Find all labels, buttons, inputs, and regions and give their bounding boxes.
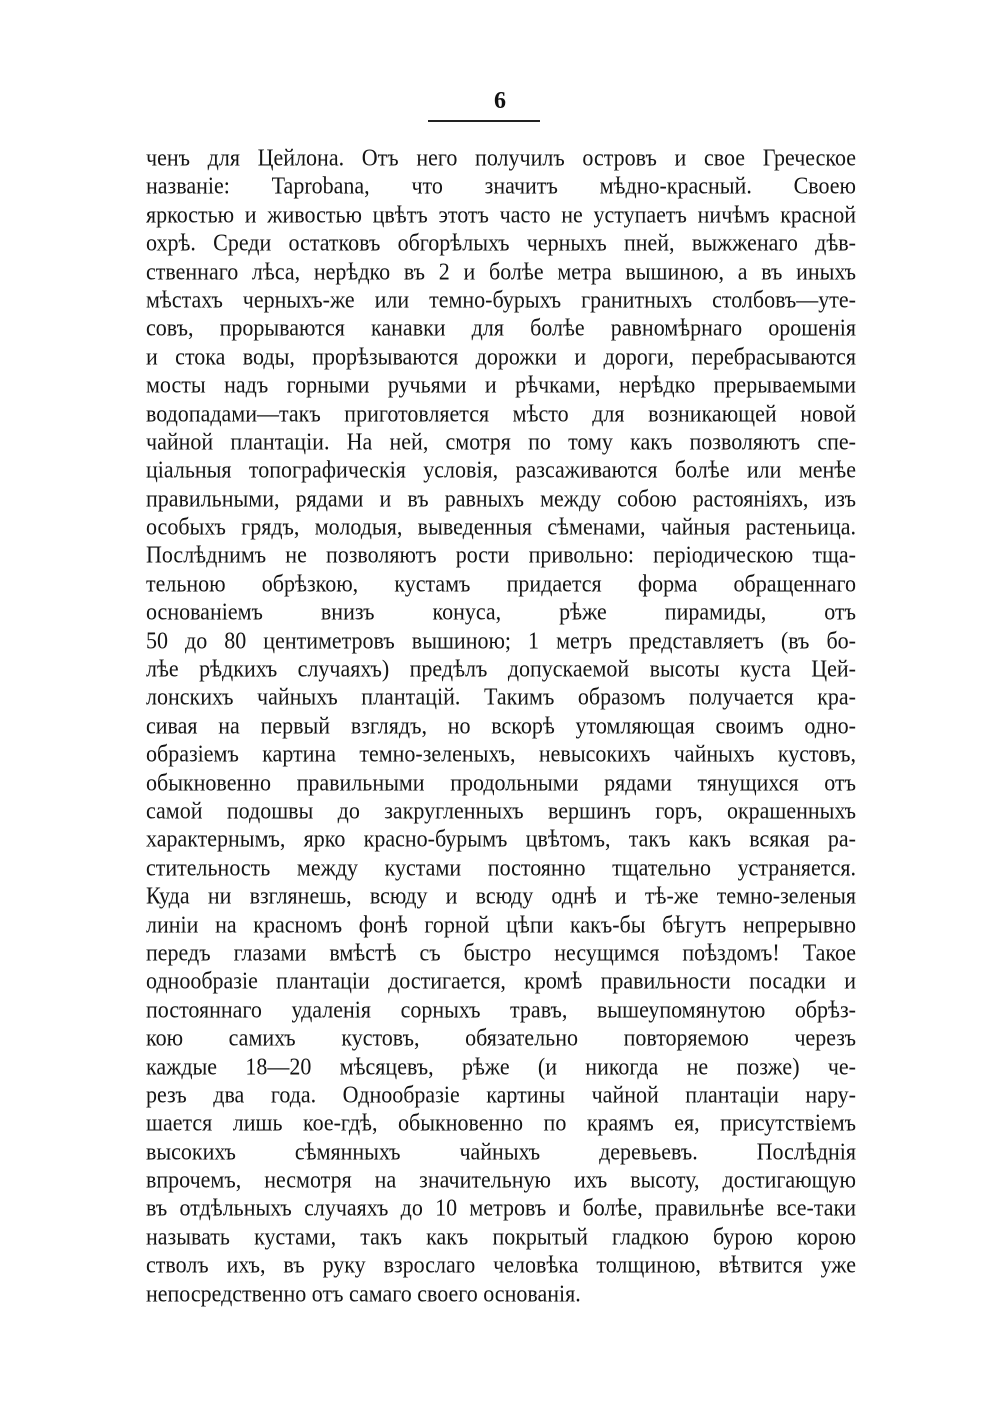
header-rule bbox=[428, 120, 540, 122]
text-line: впрочемъ, несмотря на значительную ихъ высоту, достигающую bbox=[146, 1166, 856, 1194]
text-line: мосты надъ горными ручьями и рѣчками, нерѣдко прерываемыми bbox=[146, 371, 856, 399]
text-line: названіе: Taprobana, что значитъ мѣдно-красный. Своею bbox=[146, 172, 856, 200]
text-line: самой подошвы до закругленныхъ вершинъ горъ, окрашенныхъ bbox=[146, 796, 856, 824]
text-line: обыкновенно правильными продольными рядами тянущихся отъ bbox=[146, 768, 856, 796]
text-line: передъ глазами вмѣстѣ съ быстро несущимся поѣздомъ! Такое bbox=[146, 938, 856, 966]
text-line: каждые 18—20 мѣсяцевъ, рѣже (и никогда не позже) че- bbox=[146, 1052, 856, 1080]
text-line: ственнаго лѣса, нерѣдко въ 2 и болѣе метра вышиною, а въ иныхъ bbox=[146, 257, 856, 285]
text-line: резъ два года. Однообразіе картины чайной плантаціи нару- bbox=[146, 1080, 856, 1108]
text-line: непосредственно отъ самаго своего основанія. bbox=[146, 1279, 581, 1307]
text-line: характернымъ, ярко красно-бурымъ цвѣтомъ, такъ какъ всякая ра- bbox=[146, 825, 856, 853]
text-line: образіемъ картина темно-зеленыхъ, невысокихъ чайныхъ кустовъ, bbox=[146, 740, 856, 768]
text-line: стительность между кустами постоянно тщательно устраняется. bbox=[146, 853, 856, 881]
page-number: 6 bbox=[494, 88, 506, 114]
text-line: основаніемъ внизъ конуса, рѣже пирамиды, отъ bbox=[146, 598, 856, 626]
text-line: сивая на первый взглядъ, но вскорѣ утомляющая своимъ одно- bbox=[146, 711, 856, 739]
text-line: лѣе рѣдкихъ случаяхъ) предѣлъ допускаемой высоты куста Цей- bbox=[146, 654, 856, 682]
text-line: особыхъ грядъ, молодыя, выведенныя сѣменами, чайныя растеньица. bbox=[146, 513, 856, 541]
text-line: правильными, рядами и въ равныхъ между собою растояніяхъ, изъ bbox=[146, 484, 856, 512]
text-line: совъ, прорываются канавки для болѣе равномѣрнаго орошенія bbox=[146, 314, 856, 342]
text-line: охрѣ. Среди остатковъ обгорѣлыхъ черныхъ пней, выжженаго дѣв- bbox=[146, 229, 856, 257]
text-line: стволъ ихъ, въ руку взрослаго человѣка толщиною, вѣтвится уже bbox=[146, 1251, 856, 1279]
text-line: мѣстахъ черныхъ-же или темно-бурыхъ гранитныхъ столбовъ—уте- bbox=[146, 285, 856, 313]
text-line: Куда ни взглянешь, всюду и всюду однѣ и тѣ-же темно-зеленыя bbox=[146, 882, 856, 910]
text-line: кою самихъ кустовъ, обязательно повторяемою черезъ bbox=[146, 1024, 856, 1052]
text-line: ціальныя топографическія условія, разсаживаются болѣе или менѣе bbox=[146, 456, 856, 484]
text-line: ченъ для Цейлона. Отъ него получилъ островъ и свое Греческое bbox=[146, 143, 856, 171]
text-line: водопадами—такъ приготовляется мѣсто для возникающей новой bbox=[146, 399, 856, 427]
text-line: постояннаго удаленія сорныхъ травъ, вышеупомянутою обрѣз- bbox=[146, 995, 856, 1023]
text-line: высокихъ сѣмянныхъ чайныхъ деревьевъ. Послѣднія bbox=[146, 1137, 856, 1165]
text-line: и стока воды, прорѣзываются дорожки и дороги, перебрасываются bbox=[146, 342, 856, 370]
text-line: Послѣднимъ не позволяютъ рости привольно: періодическою тща- bbox=[146, 541, 856, 569]
text-line: 50 до 80 центиметровъ вышиною; 1 метръ представляетъ (въ бо- bbox=[146, 626, 856, 654]
text-line: чайной плантаціи. На ней, смотря по тому какъ позволяютъ спе- bbox=[146, 427, 856, 455]
text-line: яркостью и живостью цвѣтъ этотъ часто не уступаетъ ничѣмъ красной bbox=[146, 200, 856, 228]
text-line: линіи на красномъ фонѣ горной цѣпи какъ-бы бѣгутъ непрерывно bbox=[146, 910, 856, 938]
text-line: тельною обрѣзкою, кустамъ придается форма обращеннаго bbox=[146, 569, 856, 597]
text-line: въ отдѣльныхъ случаяхъ до 10 метровъ и болѣе, правильнѣе все-таки bbox=[146, 1194, 856, 1222]
text-line: называть кустами, такъ какъ покрытый гладкою бурою корою bbox=[146, 1222, 856, 1250]
text-line: шается лишь кое-гдѣ, обыкновенно по краямъ ея, присутствіемъ bbox=[146, 1109, 856, 1137]
text-line: однообразіе плантаціи достигается, кромѣ правильности посадки и bbox=[146, 967, 856, 995]
body-text bbox=[146, 144, 856, 1308]
text-line: лонскихъ чайныхъ плантацій. Такимъ образомъ получается кра- bbox=[146, 683, 856, 711]
